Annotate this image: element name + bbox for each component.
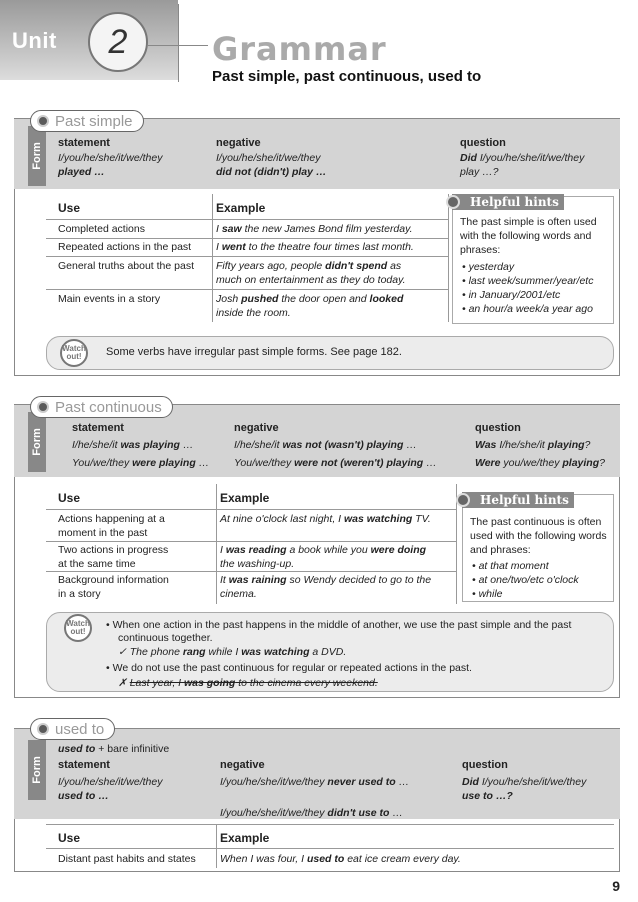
use-header: Use [58, 201, 81, 215]
hint-item: • an hour/a week/a year ago [462, 303, 593, 315]
table-row: Completed actions [58, 223, 145, 235]
negative-verb: did not (didn't) play … [216, 166, 327, 178]
question-line-2: play …? [460, 166, 499, 178]
bullet-icon [37, 401, 49, 413]
hint-text: used with the following words [470, 530, 607, 542]
watch-out-bullet-1: • When one action in the past happens in the middle of another, we use the past simple and the past [106, 619, 572, 631]
hint-item: • last week/summer/year/etc [462, 275, 594, 287]
table-row: Main events in a story [58, 293, 161, 305]
watch-out-example-wrong: ✗ Last year, I was going to the cinema every weekend. [118, 677, 378, 689]
negative-line-2: I/you/he/she/it/we/they didn't use to … [220, 807, 403, 819]
unit-number: 2 [88, 12, 148, 72]
use-header: Use [58, 491, 81, 505]
column-divider [448, 194, 449, 322]
column-divider [216, 824, 217, 868]
statement-subjects: I/you/he/she/it/we/they [58, 152, 163, 164]
statement-subjects: I/you/he/she/it/we/they [58, 776, 163, 788]
helpful-hints-header: Helpful hints [462, 492, 574, 508]
question-header: question [460, 137, 506, 149]
table-row-cont: in a story [58, 588, 101, 600]
used-to-intro: used to + bare infinitive [58, 743, 170, 755]
bullet-icon [456, 493, 470, 507]
example-header: Example [220, 831, 270, 845]
hint-item: • in January/2001/etc [462, 289, 561, 301]
table-row-example: I went to the theatre four times last month. [216, 241, 414, 253]
table-row: Distant past habits and states [58, 853, 196, 865]
watch-out-bullet-1-cont: continuous together. [118, 632, 213, 644]
page-subtitle: Past simple, past continuous, used to [212, 68, 482, 85]
statement-line-2: You/we/they were playing … [72, 457, 210, 469]
past-simple-form-tab: Form [28, 126, 46, 186]
negative-header: negative [234, 422, 279, 434]
row-divider [46, 824, 614, 825]
use-header: Use [58, 831, 81, 845]
table-row-example-cont: the washing-up. [220, 558, 295, 570]
table-row: Actions happening at a [58, 513, 165, 525]
statement-verb: used to … [58, 790, 109, 802]
table-row: Background information [58, 574, 169, 586]
table-row-example: Josh pushed the door open and looked [216, 293, 404, 305]
hint-text: The past simple is often used [460, 216, 597, 228]
hint-item: • at that moment [472, 560, 549, 572]
negative-header: negative [220, 759, 265, 771]
table-row-cont: at the same time [58, 558, 136, 570]
past-continuous-heading: Past continuous [30, 396, 173, 418]
table-row-example: At nine o'clock last night, I was watching TV. [220, 513, 431, 525]
table-row-example-cont: cinema. [220, 588, 257, 600]
row-divider [46, 238, 448, 239]
used-to-form-tab: Form [28, 740, 46, 800]
negative-line-1: I/you/he/she/it/we/they never used to … [220, 776, 410, 788]
watch-out-icon: Watch out! [64, 614, 92, 642]
watch-out-text: Some verbs have irregular past simple forms. See page 182. [106, 346, 402, 358]
table-row: General truths about the past [58, 260, 195, 272]
hint-text: phrases: [460, 244, 501, 256]
table-row-cont: moment in the past [58, 527, 148, 539]
table-row-example: It was raining so Wendy decided to go to the [220, 574, 432, 586]
question-header: question [475, 422, 521, 434]
question-line-2: Were you/we/they playing? [475, 457, 605, 469]
row-divider [46, 256, 448, 257]
header-connector [148, 45, 208, 46]
watch-out-icon: Watch out! [60, 339, 88, 367]
negative-line-2: You/we/they were not (weren't) playing … [234, 457, 437, 469]
hint-text: with the following words and [460, 230, 592, 242]
example-header: Example [220, 491, 270, 505]
question-line-2: use to …? [462, 790, 513, 802]
negative-header: negative [216, 137, 261, 149]
hint-text: The past continuous is often [470, 516, 602, 528]
negative-subjects: I/you/he/she/it/we/they [216, 152, 321, 164]
row-divider [46, 509, 456, 510]
statement-header: statement [72, 422, 124, 434]
row-divider [46, 571, 456, 572]
header-divider [178, 4, 179, 82]
hint-text: and phrases: [470, 544, 531, 556]
table-row-example: I saw the new James Bond film yesterday. [216, 223, 413, 235]
page-title: Grammar [212, 30, 387, 68]
negative-line-1: I/he/she/it was not (wasn't) playing … [234, 439, 417, 451]
table-row-example: When I was four, I used to eat ice cream every day. [220, 853, 461, 865]
question-line-1: Did I/you/he/she/it/we/they [462, 776, 587, 788]
hint-item: • while [472, 588, 503, 600]
table-row-example: I was reading a book while you were doing [220, 544, 427, 556]
question-line-1: Was I/he/she/it playing? [475, 439, 591, 451]
row-divider [46, 848, 614, 849]
past-continuous-form-tab: Form [28, 412, 46, 472]
table-row-example: Fifty years ago, people didn't spend as [216, 260, 402, 272]
table-row-example-cont: inside the room. [216, 307, 291, 319]
hint-item: • at one/two/etc o'clock [472, 574, 579, 586]
table-row: Repeated actions in the past [58, 241, 192, 253]
used-to-heading: used to [30, 718, 115, 740]
helpful-hints-header: Helpful hints [452, 194, 564, 210]
watch-out-bullet-2: • We do not use the past continuous for regular or repeated actions in the past. [106, 662, 472, 674]
bullet-icon [446, 195, 460, 209]
hint-item: • yesterday [462, 261, 515, 273]
question-header: question [462, 759, 508, 771]
statement-header: statement [58, 759, 110, 771]
statement-header: statement [58, 137, 110, 149]
bullet-icon [37, 115, 49, 127]
past-simple-heading: Past simple [30, 110, 144, 132]
statement-verb: played … [58, 166, 105, 178]
question-line-1: Did I/you/he/she/it/we/they [460, 152, 585, 164]
example-header: Example [216, 201, 266, 215]
table-row-example-cont: much on entertainment as they do today. [216, 274, 406, 286]
column-divider [212, 194, 213, 322]
watch-out-example-correct: ✓ The phone rang while I was watching a DVD. [118, 646, 347, 658]
row-divider [46, 289, 448, 290]
page-number: 9 [612, 878, 620, 894]
row-divider [46, 219, 448, 220]
table-row: Two actions in progress [58, 544, 169, 556]
unit-label: Unit [12, 28, 57, 53]
statement-line-1: I/he/she/it was playing … [72, 439, 194, 451]
column-divider [216, 484, 217, 604]
row-divider [46, 541, 456, 542]
bullet-icon [37, 723, 49, 735]
